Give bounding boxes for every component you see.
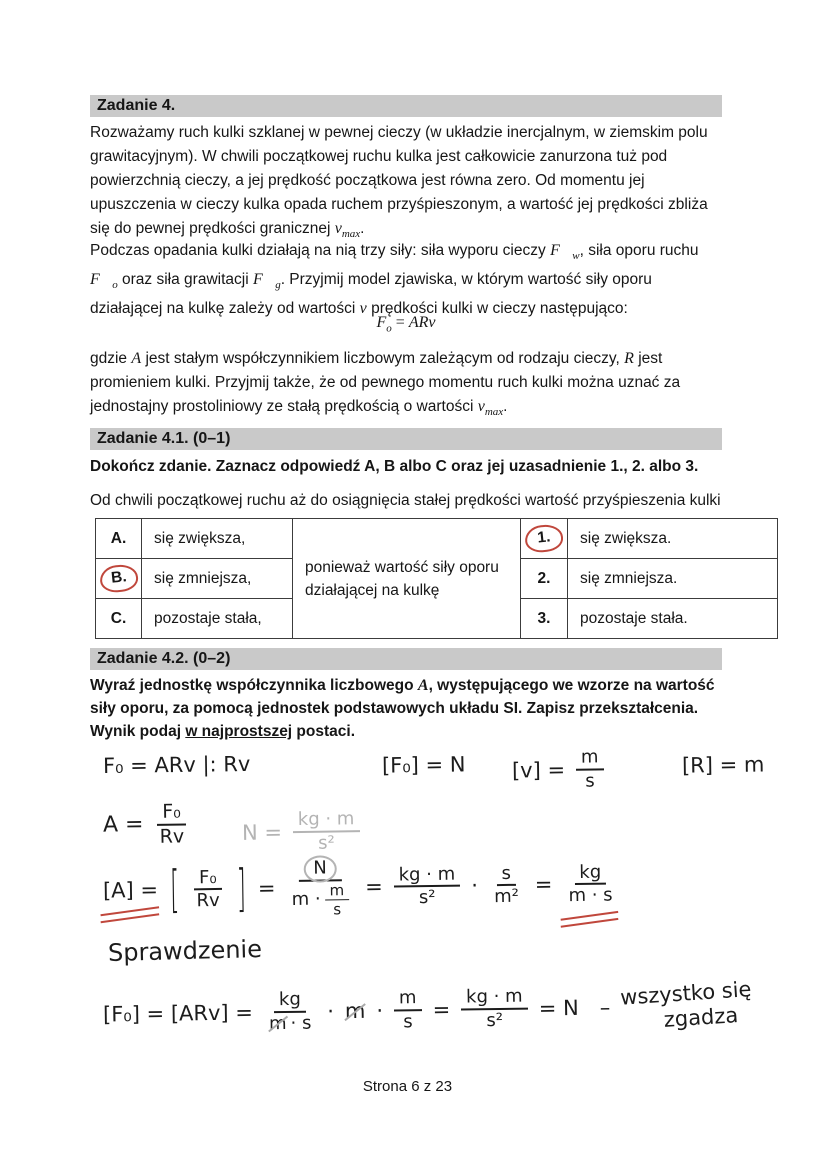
answer-option-a-text: się zwiększa,: [142, 519, 293, 559]
fraction-denominator: s: [403, 1011, 413, 1033]
task4-title: Zadanie 4.: [97, 97, 176, 114]
vmax-symbol: v: [334, 220, 342, 237]
fraction-kgm-over-s2-pencil: [293, 808, 360, 854]
fraction-denominator: m²: [494, 886, 520, 908]
answer-option-c-text: pozostaje stała,: [142, 599, 293, 639]
answer-option-b-label[interactable]: B.: [98, 563, 139, 594]
task42-title: Zadanie 4.2. (0–2): [97, 650, 231, 667]
fraction-numerator: kg · m: [461, 986, 528, 1011]
task41-lead: Od chwili początkowej ruchu aż do osiągnięcia stałej prędkości wartość przyśpieszenia kulki: [90, 492, 721, 509]
hw-check-line: [102, 977, 753, 1039]
task4-paragraph-2-text-c: oraz siła grawitacji: [117, 271, 253, 289]
fraction-denominator: Rv: [196, 890, 220, 912]
task42-instruction-text-a: Wyraź jednostkę współczynnika liczbowego: [90, 677, 418, 694]
force-oporu-subscript: o: [112, 279, 118, 292]
task4-paragraph-2-text-b: , siła oporu ruchu: [579, 242, 699, 259]
left-bracket: [: [169, 860, 180, 920]
justification-2-label[interactable]: 2.: [537, 569, 551, 587]
answer-option-a-cell[interactable]: [96, 519, 142, 559]
fraction-kgm-over-s2: [393, 863, 460, 909]
task42-instruction-text-b: , występującego we wzorze na wartość siły oporu, za pomocą jednostek podstawowych układu SI. Zapisz przekształcenia. Wynik podaj: [90, 677, 715, 740]
task41-instruction: Dokończ zdanie. Zaznacz odpowiedź A, B albo C oraz jej uzasadnienie 1., 2. albo 3.: [90, 458, 699, 475]
multiplication-dot: ·: [471, 873, 479, 898]
hw-start-equation: F₀ = ARv |: Rv: [102, 751, 251, 779]
coefficient-a-symbol: A: [131, 350, 142, 367]
multiplication-dot: ·: [376, 998, 384, 1023]
fraction-kg-over-ms-check: [264, 989, 317, 1035]
pencil-note-lhs: N =: [241, 819, 283, 845]
task4-paragraph-3: [90, 347, 722, 424]
answer-option-a-label[interactable]: A.: [110, 529, 127, 547]
fraction-numerator: kg: [574, 861, 606, 885]
vmax-subscript-2: max: [484, 406, 504, 419]
denominator-m-times: m ·: [291, 888, 321, 911]
hw-unit-radius: [R] = m: [681, 752, 765, 778]
task4-paragraph-2-text-d: . Przyjmij model zjawiska, w którym wartość siły oporu działającej na kulkę zależy od wartości: [90, 271, 652, 318]
task42-underlined-phrase: w najprostszej: [185, 723, 293, 740]
hw-derivation-line: [103, 853, 618, 921]
fraction-n-over-m-ms: [286, 857, 354, 919]
task42-instruction-text-c: postaci.: [292, 723, 356, 740]
vmax-symbol-2: v: [477, 398, 485, 415]
fraction-denominator: [286, 881, 354, 919]
table-row: [96, 519, 778, 559]
denominator-s: · s: [290, 1012, 312, 1034]
hw-bracket-a: [A] =: [102, 878, 159, 903]
task4-paragraph-1-end: .: [360, 220, 365, 237]
task4-paragraph-2: [90, 239, 722, 321]
force-grawitacji-subscript: g: [275, 279, 281, 292]
equals-sign: =: [432, 997, 451, 1022]
answer-option-c-label[interactable]: C.: [110, 609, 127, 627]
answer-option-b-cell[interactable]: [96, 559, 142, 599]
formula-equals: =: [391, 314, 409, 331]
cancelled-m: m: [344, 998, 366, 1024]
fraction-numerator: m: [324, 881, 349, 900]
task42-instruction: [90, 674, 722, 743]
fraction-kgm-over-s2-check: [461, 986, 528, 1032]
radius-symbol: R: [624, 350, 634, 367]
task4-paragraph-2-text-e: prędkości kulki w cieczy następująco:: [366, 300, 628, 318]
hw-unit-velocity-lhs: [v] =: [511, 757, 566, 783]
answer-table: [95, 518, 778, 639]
formula-rhs: ARv: [408, 314, 436, 331]
fraction-fo-over-rv-bracketed: [191, 867, 225, 913]
fraction-denominator: [264, 1013, 317, 1035]
task4-header-bar: [90, 95, 722, 117]
force-grawitacji-symbol: F⃗: [252, 271, 276, 289]
equals-newton: = N: [538, 995, 579, 1021]
equals-sign: =: [257, 876, 276, 901]
note-line-1: wszystko się: [619, 977, 753, 1010]
justification-3-label[interactable]: 3.: [537, 609, 551, 627]
formula-lhs-subscript: o: [386, 322, 392, 335]
page-footer: Strona 6 z 23: [362, 1078, 453, 1095]
fraction-denominator: s²: [418, 887, 436, 909]
fraction-kg-over-ms-result: [563, 861, 618, 907]
justification-3-cell[interactable]: [521, 599, 568, 639]
justification-1-cell[interactable]: [521, 519, 568, 559]
fraction-numerator: [298, 857, 342, 881]
vmax-subscript: max: [341, 228, 361, 241]
force-wyporu-symbol: F⃗: [550, 242, 573, 259]
fraction-denominator: s²: [486, 1009, 504, 1032]
justification-2-cell[interactable]: [521, 559, 568, 599]
fraction-numerator: F₀: [194, 867, 222, 891]
hw-unit-force: [F₀] = N: [381, 752, 466, 778]
equals-sign: =: [534, 872, 553, 897]
velocity-symbol: v: [359, 300, 367, 318]
hw-unit-velocity: [512, 746, 604, 792]
fraction-fo-over-rv: [154, 800, 189, 848]
fraction-denominator: m · s: [568, 884, 613, 907]
hw-check-heading: Sprawdzenie: [107, 934, 263, 968]
task4-paragraph-3-text-c: jest promieniem kulki. Przyjmij także, że od pewnego momentu ruch kulki można uznać za jednostajny prostoliniowy ze stałą prędkością o wartości: [90, 350, 681, 415]
fraction-numerator: kg: [274, 989, 306, 1013]
fraction-denominator: Rv: [159, 825, 185, 848]
equals-sign: =: [365, 874, 383, 900]
task4-paragraph-3-text-a: gdzie: [90, 350, 132, 367]
task4-paragraph-3-end: .: [503, 398, 508, 415]
fraction-denominator: s: [333, 899, 342, 918]
task41-title: Zadanie 4.1. (0–1): [97, 430, 231, 447]
justification-connector-text: ponieważ wartość siły oporu działającej na kulkę: [293, 519, 521, 639]
force-oporu-symbol: F⃗: [90, 271, 113, 289]
hw-check-lhs: [F₀] = [ARv] =: [102, 1000, 254, 1027]
coefficient-a-symbol-2: A: [417, 677, 429, 694]
task4-paragraph-1: [90, 121, 722, 246]
fraction-numerator: kg · m: [393, 863, 460, 888]
nested-fraction-m-over-s: [324, 881, 349, 918]
justification-3-text: pozostaje stała.: [568, 599, 778, 639]
justification-1-text: się zwiększa.: [568, 519, 778, 559]
hw-coefficient-equation: [103, 800, 190, 849]
hw-conclusion-note: [620, 977, 754, 1036]
task42-header-bar: [90, 648, 722, 670]
fraction-numerator: s: [496, 863, 516, 887]
note-line-2: zgadza: [663, 1003, 740, 1032]
pencil-circle-newton: N: [303, 855, 337, 882]
cancelled-m: m: [268, 1012, 287, 1035]
fraction-denominator: s²: [317, 832, 335, 854]
fraction-denominator: s: [585, 770, 595, 792]
justification-1-label[interactable]: 1.: [524, 523, 565, 554]
task4-paragraph-1-text: Rozważamy ruch kulki szklanej w pewnej cieczy (w układzie inercjalnym, w ziemskim polu grawitacyjnym). W chwili początkowej ruchu kulka jest całkowicie zanurzona tuż pod powierzchnią cieczy, a jej prędkość początkowa jest równa zero. Od momentu jej upuszczenia w cieczy kulka opada ruchem przyśpieszonym, a wartość jej prędkości zbliża się do pewnej prędkości granicznej: [90, 124, 708, 237]
dash: –: [599, 995, 611, 1020]
task41-header-bar: [90, 428, 722, 450]
drag-force-formula: [90, 312, 722, 334]
right-bracket: ]: [236, 859, 247, 919]
fraction-numerator: F₀: [157, 800, 186, 825]
task4-paragraph-3-text-b: jest stałym współczynnikiem liczbowym zależącym od rodzaju cieczy,: [141, 350, 625, 367]
task4-paragraph-2-text-a: Podczas opadania kulki działają na nią trzy siły: siła wyporu cieczy: [90, 242, 551, 259]
fraction-m-over-s: [576, 746, 604, 792]
hw-coefficient-lhs: A =: [102, 812, 144, 838]
fraction-s-over-m2: [489, 862, 524, 908]
justification-2-text: się zmniejsza.: [568, 559, 778, 599]
multiplication-dot: ·: [327, 999, 335, 1024]
handwritten-solution-area: [90, 745, 770, 1050]
fraction-numerator: kg · m: [293, 808, 360, 833]
fraction-numerator: m: [576, 746, 604, 770]
fraction-m-over-s-check: [394, 987, 422, 1033]
formula-lhs: F: [376, 314, 387, 331]
force-wyporu-subscript: w: [572, 250, 580, 263]
hw-pencil-newton-note: [242, 808, 360, 855]
answer-option-c-cell[interactable]: [96, 599, 142, 639]
fraction-numerator: m: [394, 987, 422, 1011]
answer-option-b-text: się zmniejsza,: [142, 559, 293, 599]
